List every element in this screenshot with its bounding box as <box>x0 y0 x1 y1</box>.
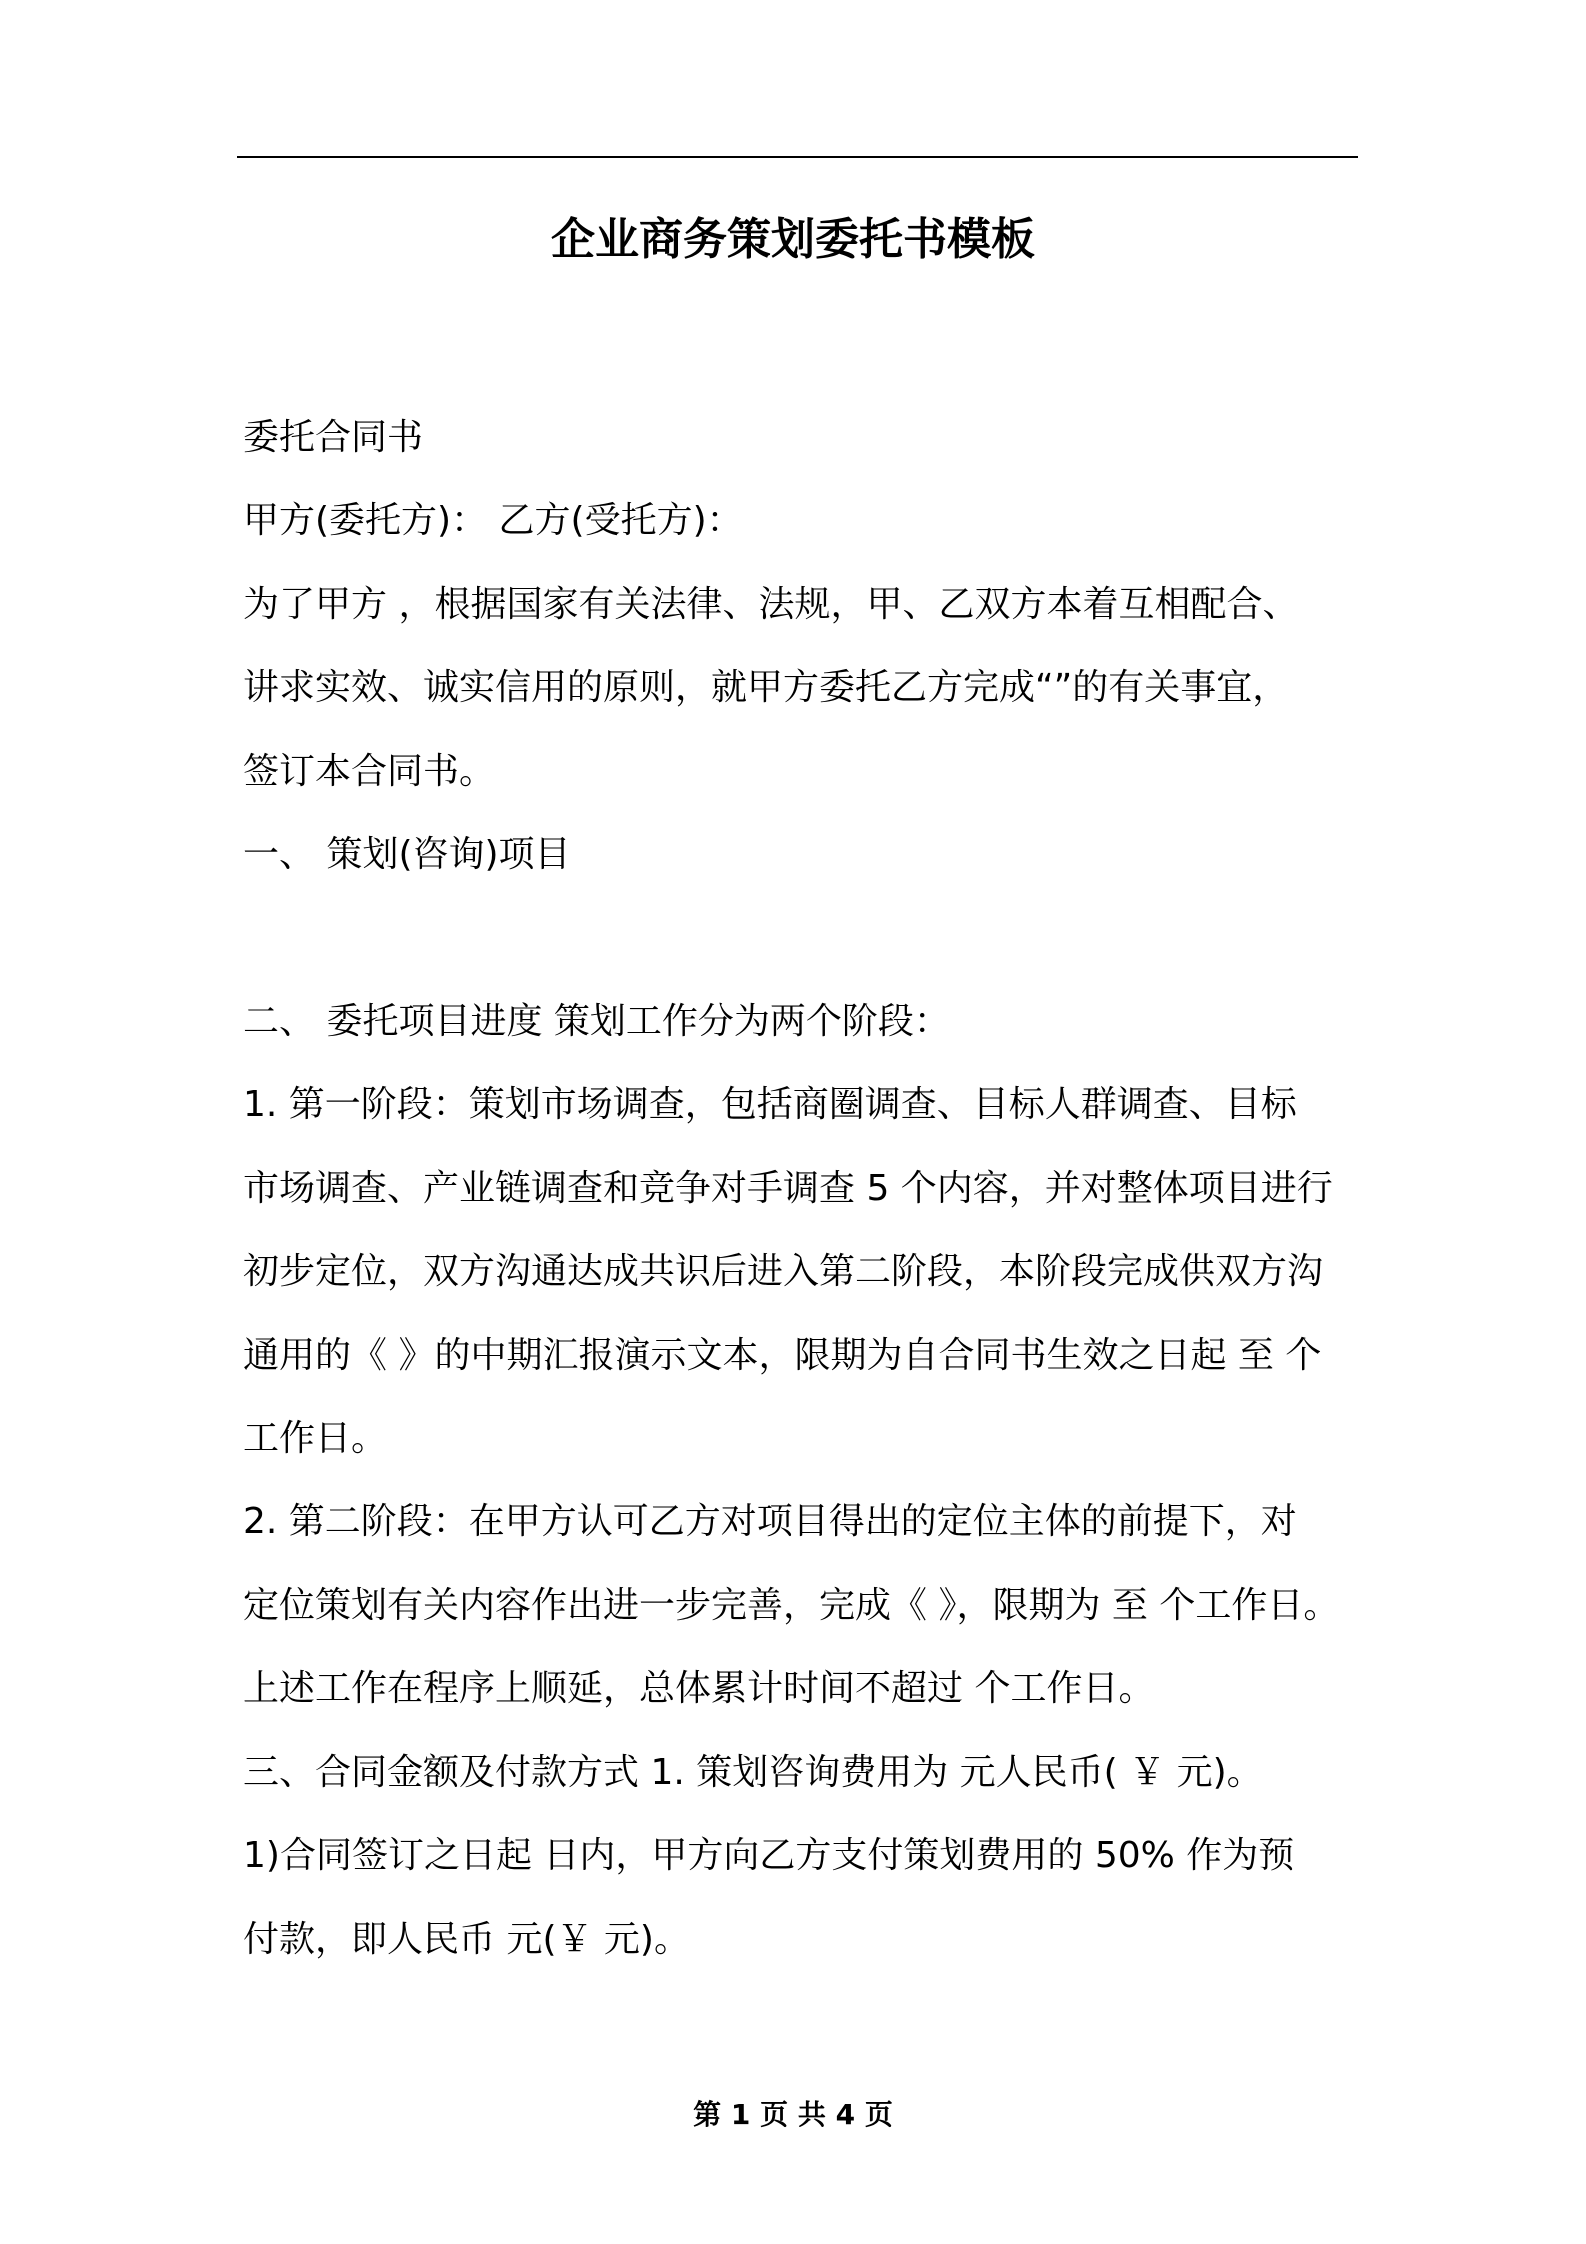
section-heading: 一、 策划(咨询)项目 <box>243 834 571 875</box>
paragraph-line: 通用的《 》的中期汇报演示文本，限期为自合同书生效之日起 至 个 <box>243 1335 1322 1376</box>
paragraph-line: 讲求实效、诚实信用的原则，就甲方委托乙方完成“”的有关事宜， <box>243 667 1289 708</box>
paragraph-line: 委托合同书 <box>243 417 424 458</box>
document-title: 企业商务策划委托书模板 <box>551 214 1035 265</box>
page-number: 第 1 页 共 4 页 <box>693 2098 893 2131</box>
section-heading: 三、合同金额及付款方式 1. 策划咨询费用为 元人民币( ￥ 元)。 <box>243 1752 1263 1793</box>
paragraph-line: 定位策划有关内容作出进一步完善，完成《 》，限期为 至 个工作日。 <box>243 1585 1340 1626</box>
paragraph-line: 2. 第二阶段：在甲方认可乙方对项目得出的定位主体的前提下，对 <box>243 1501 1297 1542</box>
paragraph-line: 初步定位，双方沟通达成共识后进入第二阶段，本阶段完成供双方沟 <box>243 1251 1324 1292</box>
paragraph-line: 甲方(委托方)： 乙方(受托方)： <box>243 500 743 541</box>
section-heading: 二、 委托项目进度 策划工作分为两个阶段： <box>243 1001 950 1042</box>
paragraph-line: 1. 第一阶段：策划市场调查，包括商圈调查、目标人群调查、目标 <box>243 1084 1297 1125</box>
paragraph-line: 1)合同签订之日起 日内，甲方向乙方支付策划费用的 50% 作为预 <box>243 1835 1295 1876</box>
paragraph-line: 市场调查、产业链调查和竞争对手调查 5 个内容，并对整体项目进行 <box>243 1168 1333 1209</box>
paragraph-line: 为了甲方 ，根据国家有关法律、法规，甲、乙双方本着互相配合、 <box>243 584 1299 625</box>
paragraph-line: 工作日。 <box>243 1418 388 1459</box>
paragraph-line: 签订本合同书。 <box>243 751 496 792</box>
paragraph-line: 上述工作在程序上顺延，总体累计时间不超过 个工作日。 <box>243 1668 1155 1709</box>
header-rule <box>237 156 1358 158</box>
paragraph-line: 付款，即人民币 元(￥ 元)。 <box>243 1919 690 1960</box>
